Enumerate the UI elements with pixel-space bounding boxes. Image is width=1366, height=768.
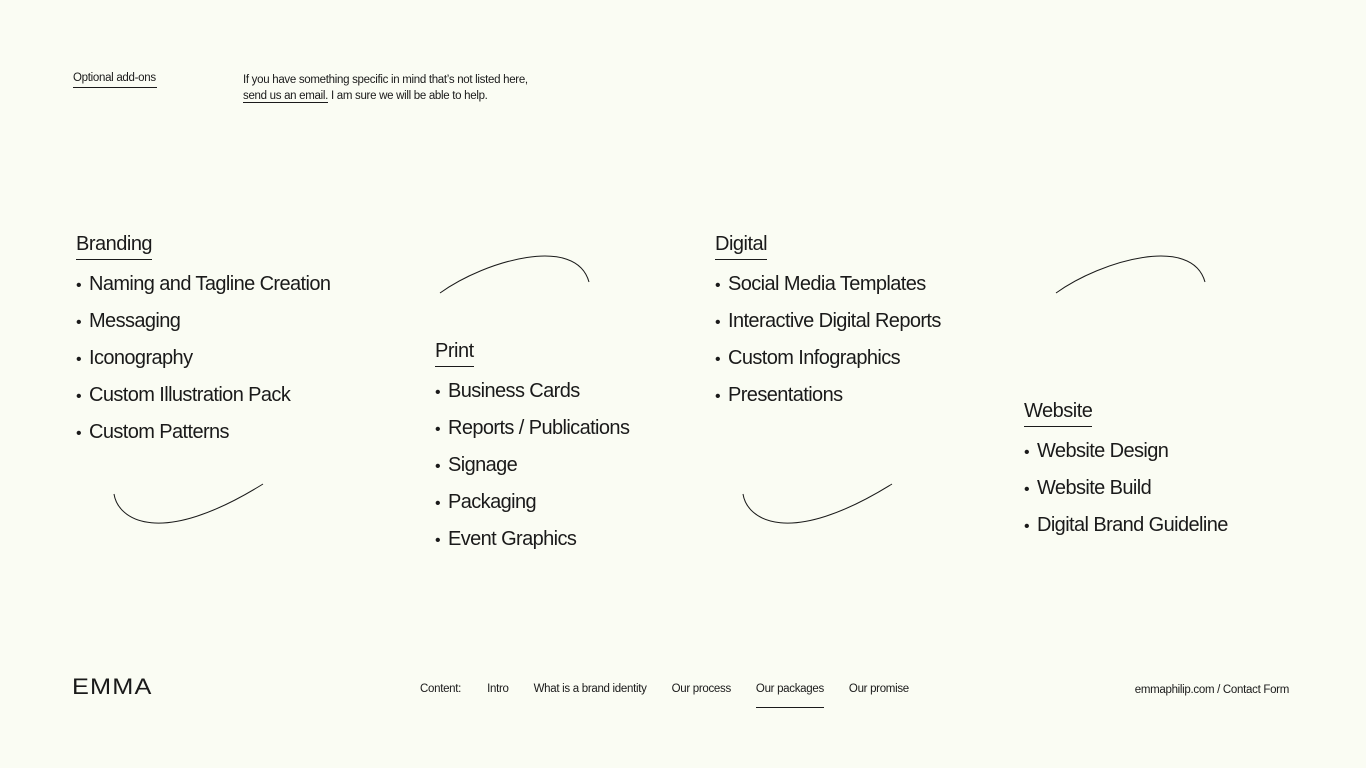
list-item: • Website Design xyxy=(1024,433,1228,470)
list-item: • Naming and Tagline Creation xyxy=(76,266,330,303)
list-item: • Event Graphics xyxy=(435,521,629,558)
list-item: • Custom Infographics xyxy=(715,340,941,377)
branding-title: Branding xyxy=(76,233,152,260)
digital-list xyxy=(715,266,941,414)
decorative-arc-top-2 xyxy=(1052,245,1212,297)
list-item: • Packaging xyxy=(435,484,629,521)
addons-text-line1: If you have something specific in mind that’s not listed here, xyxy=(243,74,528,86)
decorative-arc-bottom-1 xyxy=(110,480,270,532)
footer-nav xyxy=(420,683,934,708)
emma-logo[interactable]: EMMA xyxy=(72,674,153,699)
branding-column xyxy=(76,233,330,451)
website-list xyxy=(1024,433,1228,544)
nav-item-brand-identity[interactable]: What is a brand identity xyxy=(533,683,647,695)
list-item: • Presentations xyxy=(715,377,941,414)
list-item: • Digital Brand Guideline xyxy=(1024,507,1228,544)
branding-list xyxy=(76,266,330,451)
list-item: • Signage xyxy=(435,447,629,484)
list-item: • Reports / Publications xyxy=(435,410,629,447)
contact-link[interactable]: emmaphilip.com / Contact Form xyxy=(1134,684,1289,696)
list-item: • Messaging xyxy=(76,303,330,340)
nav-item-packages[interactable]: Our packages xyxy=(756,683,824,708)
send-email-link[interactable]: send us an email. xyxy=(243,90,329,102)
addons-text-rest: I am sure we will be able to help. xyxy=(328,90,488,102)
print-list xyxy=(435,373,629,558)
nav-item-promise[interactable]: Our promise xyxy=(848,683,909,695)
decorative-arc-bottom-2 xyxy=(739,480,899,532)
website-column xyxy=(1024,400,1228,544)
website-title: Website xyxy=(1024,400,1092,427)
nav-item-process[interactable]: Our process xyxy=(671,683,731,695)
addons-description xyxy=(243,72,543,104)
optional-addons-label: Optional add-ons xyxy=(73,72,157,88)
list-item: • Custom Patterns xyxy=(76,414,330,451)
list-item: • Interactive Digital Reports xyxy=(715,303,941,340)
decorative-arc-top-1 xyxy=(436,245,596,297)
digital-title: Digital xyxy=(715,233,767,260)
list-item: • Social Media Templates xyxy=(715,266,941,303)
digital-column xyxy=(715,233,941,414)
list-item: • Business Cards xyxy=(435,373,629,410)
list-item: • Website Build xyxy=(1024,470,1228,507)
print-title: Print xyxy=(435,340,474,367)
list-item: • Iconography xyxy=(76,340,330,377)
print-column xyxy=(435,340,629,558)
nav-item-intro[interactable]: Intro xyxy=(487,683,509,695)
list-item: • Custom Illustration Pack xyxy=(76,377,330,414)
nav-content-label: Content: xyxy=(420,683,462,695)
